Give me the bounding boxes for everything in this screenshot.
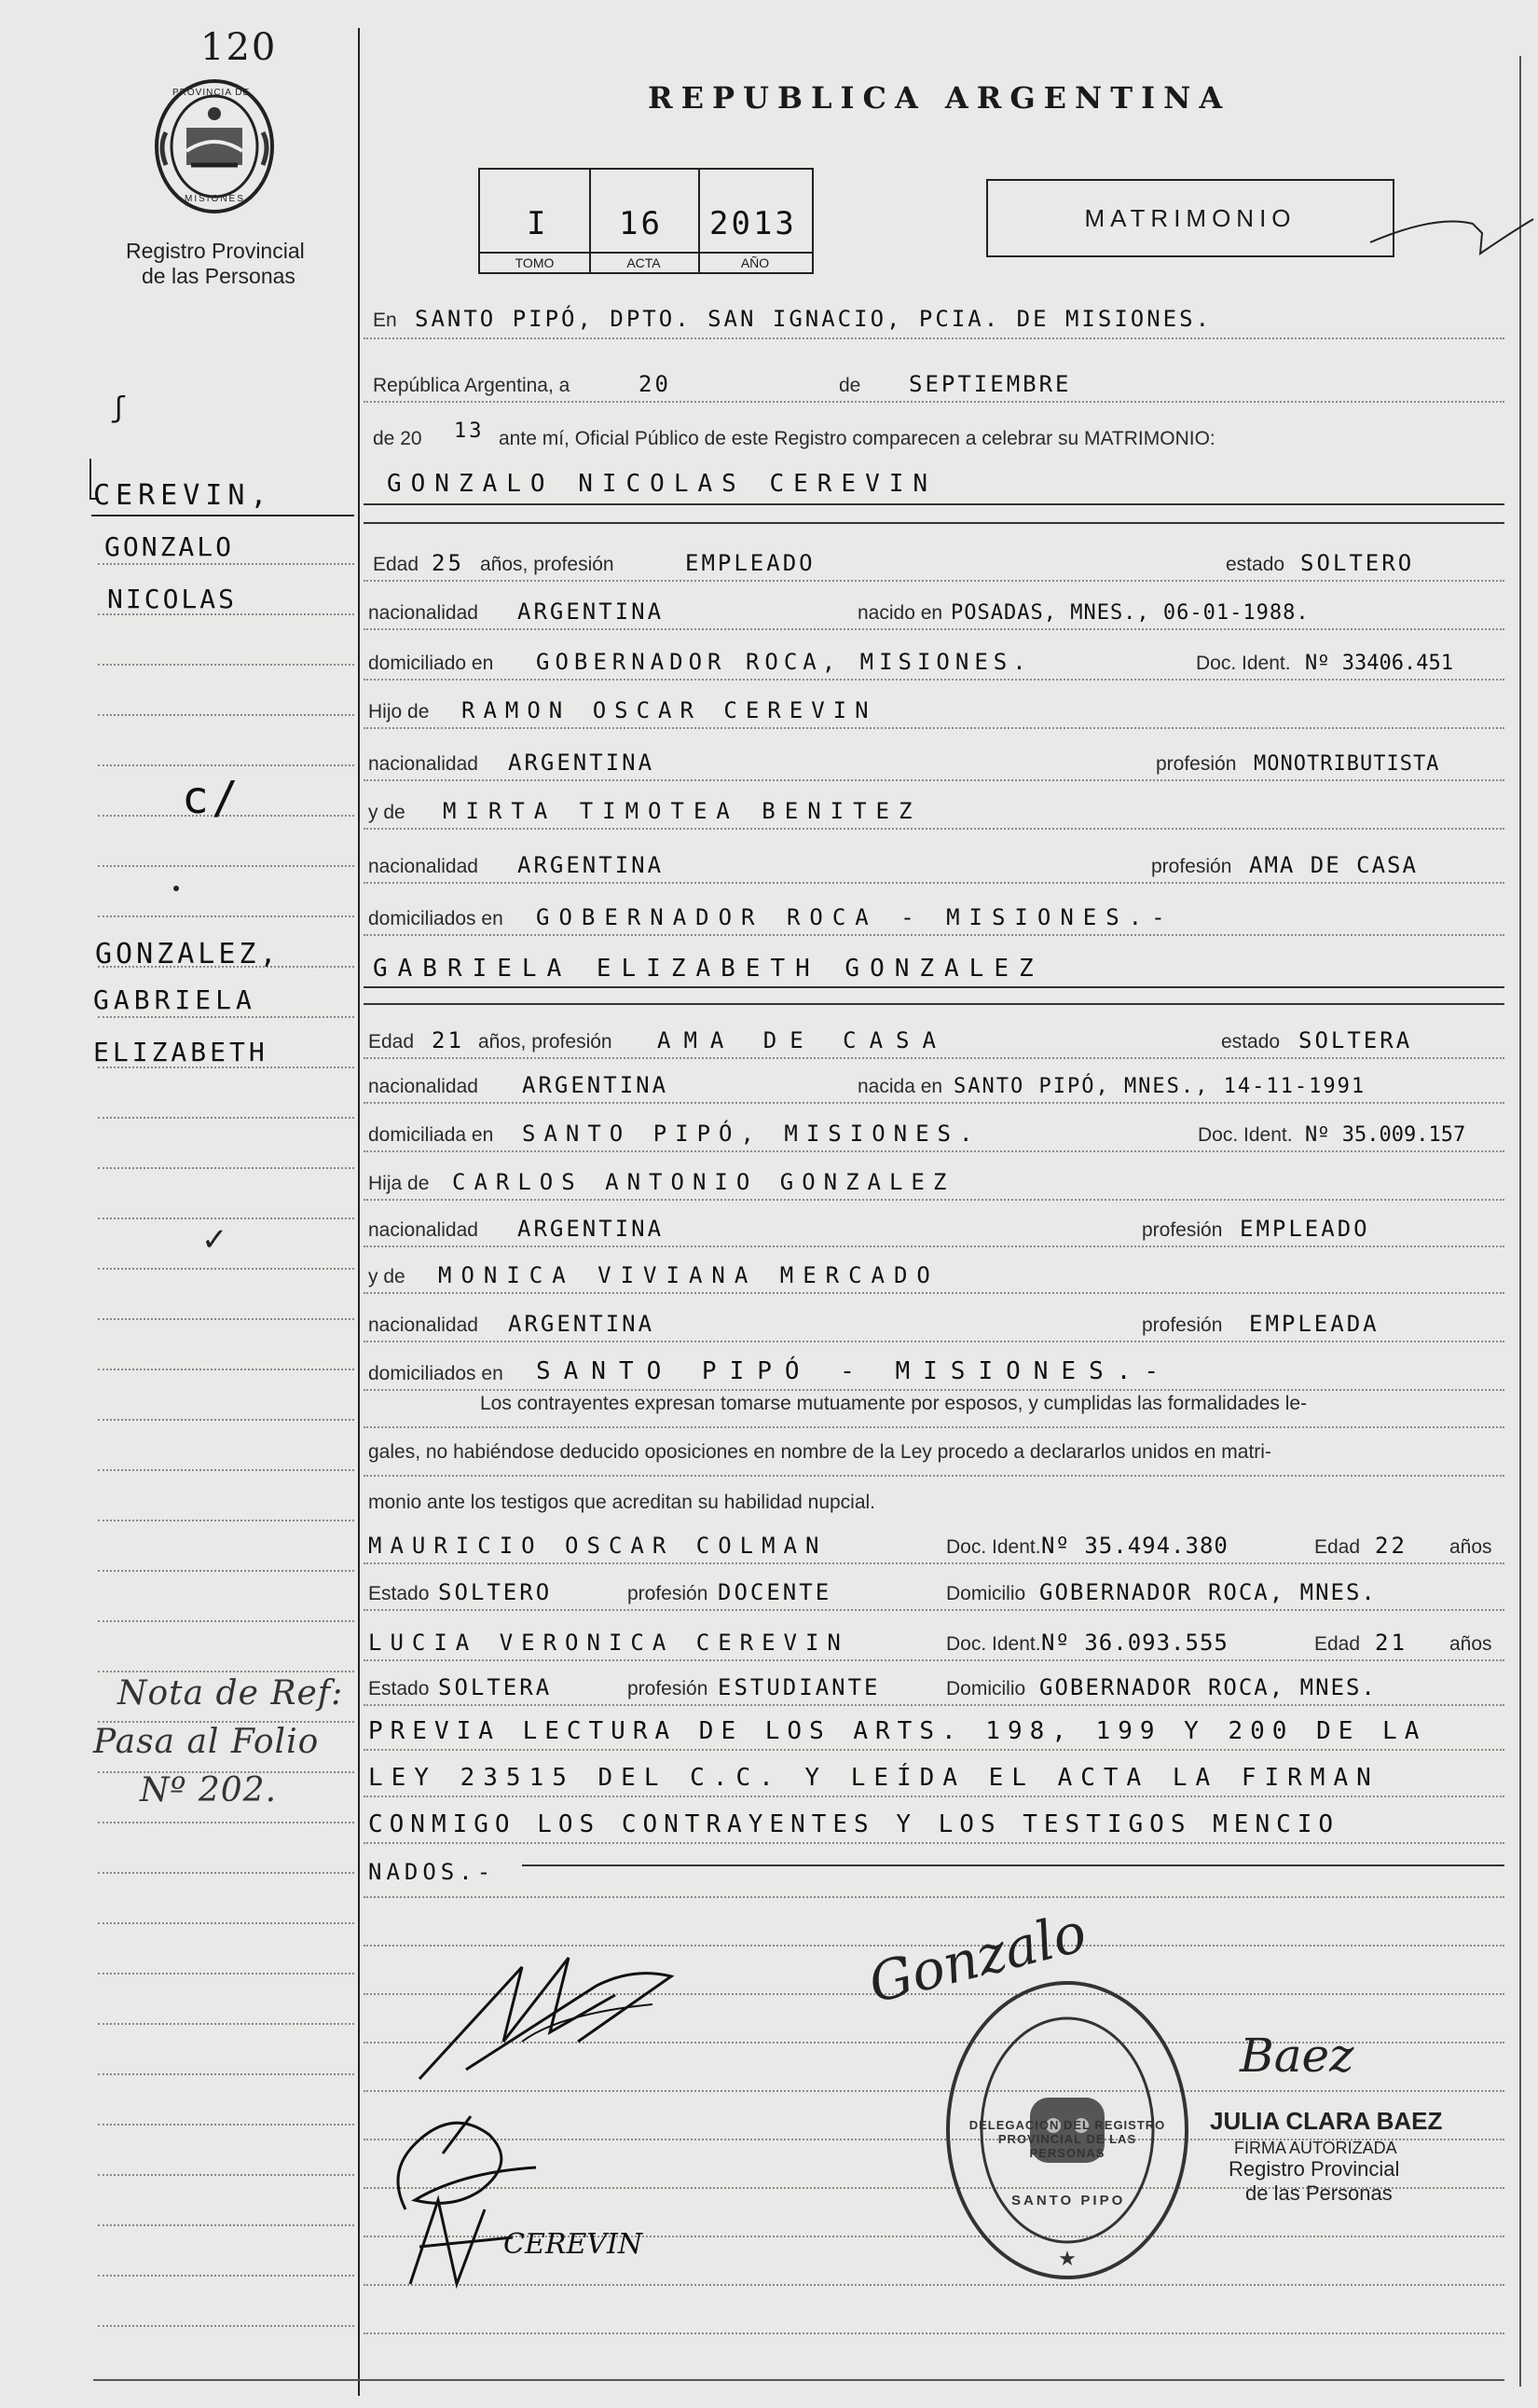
line [364, 1389, 1504, 1391]
margin-line [98, 1520, 354, 1521]
anio-value: 2013 [709, 205, 797, 242]
groom-mother-profession: AMA DE CASA [1249, 852, 1418, 878]
bride-mother-nationality: ARGENTINA [508, 1311, 655, 1337]
bride-nationality: ARGENTINA [522, 1072, 669, 1098]
row-bride-parents-address [368, 1350, 1504, 1391]
tomo-label: TOMO [480, 252, 589, 272]
row-witness1-details [368, 1570, 1504, 1611]
hija-label: Hija de [368, 1173, 430, 1194]
line [364, 679, 1504, 681]
margin-line [98, 2224, 354, 2226]
margin-divider [358, 28, 360, 2396]
witness2-doc: Nº 36.093.555 [1041, 1630, 1229, 1656]
row-bride-father-nat [368, 1206, 1504, 1247]
crest-bottom-text: MISIONES [185, 194, 245, 204]
seal-bottom-text: SANTO PIPO [1011, 2193, 1126, 2208]
witness2-name: LUCIA VERONICA CEREVIN [368, 1630, 849, 1656]
bride-father-nationality: ARGENTINA [517, 1216, 665, 1242]
witness2-age: 21 [1375, 1630, 1408, 1656]
margin-line [98, 1822, 354, 1823]
parents-dom-label: domiciliados en [368, 1363, 503, 1384]
mother-nat-label: nacionalidad [368, 856, 478, 877]
line [364, 1475, 1504, 1477]
acta-value: 16 [619, 205, 663, 242]
row-bride-name [368, 947, 1504, 988]
line [364, 1292, 1504, 1294]
parents-dom-label: domiciliados en [368, 908, 503, 929]
estado-label: Estado [368, 1583, 430, 1604]
margin-line [98, 1671, 354, 1672]
margin-line [98, 1117, 354, 1119]
hijo-label: Hijo de [368, 701, 430, 722]
signature-groom-scribble [410, 1930, 708, 2098]
margin-note-line2: Pasa al Folio [93, 1723, 320, 1761]
margin-line [98, 563, 354, 565]
row-groom-father [368, 688, 1504, 729]
margin-tick: ʃ [110, 392, 130, 424]
edad-label: Edad [1314, 1536, 1361, 1558]
row-witness2-details [368, 1665, 1504, 1706]
bride-father: CARLOS ANTONIO GONZALEZ [452, 1169, 955, 1195]
row-groom-mother-nat [368, 843, 1504, 884]
father-prof-label: profesión [1156, 753, 1237, 775]
estado-label: estado [1221, 1031, 1281, 1053]
signature-cerevin-text: CEREVIN [503, 2228, 643, 2261]
row-notes-4 [368, 1850, 1504, 1891]
margin-line [98, 1570, 354, 1572]
line [364, 580, 1504, 582]
nacida-label: nacida en [858, 1076, 943, 1097]
witness1-age: 22 [1375, 1533, 1408, 1559]
witness2-address: GOBERNADOR ROCA, MNES. [1039, 1674, 1377, 1700]
estado-label: Estado [368, 1678, 430, 1699]
bride-birth: SANTO PIPÓ, MNES., 14-11-1991 [954, 1075, 1366, 1098]
day-value: 20 [639, 371, 671, 397]
doc-label: Doc. Ident. [1196, 653, 1291, 674]
bride-address: SANTO PIPÓ, MISIONES. [522, 1121, 982, 1147]
place-value: SANTO PIPÓ, DPTO. SAN IGNACIO, PCIA. DE MISIONES. [415, 306, 1213, 332]
witness1-name: MAURICIO OSCAR COLMAN [368, 1533, 828, 1559]
notes-line-4: NADOS.- [368, 1859, 496, 1885]
margin-line [98, 1419, 354, 1421]
row-groom-mother [368, 789, 1504, 830]
line [364, 1199, 1504, 1201]
line [364, 2284, 1504, 2286]
line [364, 779, 1504, 781]
groom-father-profession: MONOTRIBUTISTA [1254, 752, 1440, 776]
nacido-label: nacido en [858, 602, 943, 624]
bride-mother: MONICA VIVIANA MERCADO [438, 1262, 940, 1288]
groom-mother: MIRTA TIMOTEA BENITEZ [443, 798, 922, 824]
margin-line [98, 2174, 354, 2176]
line [364, 1562, 1504, 1564]
margin-line [98, 915, 354, 917]
bride-civil-status: SOLTERA [1298, 1027, 1413, 1053]
line [364, 828, 1504, 830]
official-title-3: de las Personas [1245, 2181, 1393, 2205]
intro-text: ante mí, Oficial Público de este Registro comparecen a celebrar su MATRIMONIO: [499, 428, 1215, 449]
country-title: REPUBLICA ARGENTINA [648, 80, 1231, 116]
divider [364, 522, 1504, 524]
line [364, 1704, 1504, 1706]
doc-label: Doc. Ident. [946, 1633, 1041, 1655]
margin-surname-2: GONZALEZ, [95, 938, 281, 970]
official-title-2: Registro Provincial [1229, 2157, 1400, 2181]
statement-line-1: Los contrayentes expresan tomarse mutuamente por esposos, y cumplidas las formalidades le- [480, 1393, 1308, 1414]
margin-joiner: c/ [182, 772, 241, 824]
row-notes-3 [368, 1803, 1504, 1844]
yde-label: y de [368, 1266, 405, 1287]
bride-full-name: GABRIELA ELIZABETH GONZALEZ [373, 955, 1044, 983]
line [364, 1896, 1504, 1898]
groom-father: RAMON OSCAR CEREVIN [461, 697, 877, 723]
margin-line [98, 613, 354, 615]
tomo-value: I [527, 205, 549, 242]
margin-surname-1: CEREVIN, [93, 479, 273, 512]
margin-divider-1 [91, 515, 354, 516]
line [364, 1659, 1504, 1661]
anos-profesion-label: años, profesión [478, 1031, 612, 1053]
groom-doc: Nº 33406.451 [1305, 652, 1453, 675]
witness2-civil-status: SOLTERA [438, 1674, 553, 1700]
row-witness1-name [368, 1523, 1504, 1564]
margin-line [98, 764, 354, 766]
line [364, 1102, 1504, 1104]
father-prof-label: profesión [1142, 1219, 1223, 1241]
margin-line [98, 714, 354, 716]
en-label: En [373, 310, 397, 331]
row-place [368, 296, 1504, 337]
crest-top-text: PROVINCIA DE [172, 88, 251, 98]
de-label: de [839, 375, 861, 396]
line [364, 401, 1504, 403]
father-nat-label: nacionalidad [368, 753, 478, 775]
acta-label: ACTA [589, 252, 698, 272]
year-prefix: de 20 [373, 428, 422, 449]
official-title-1: FIRMA AUTORIZADA [1234, 2139, 1397, 2157]
dom-label: Domicilio [946, 1583, 1026, 1604]
margin-note-line3: Nº 202. [140, 1771, 278, 1809]
nacionalidad-label: nacionalidad [368, 602, 478, 624]
father-nat-label: nacionalidad [368, 1219, 478, 1241]
row-bride-father [368, 1160, 1504, 1201]
line [364, 727, 1504, 729]
bride-doc: Nº 35.009.157 [1305, 1123, 1466, 1147]
mother-prof-label: profesión [1151, 856, 1232, 877]
doc-label: Doc. Ident. [946, 1536, 1041, 1558]
margin-line [98, 2275, 354, 2277]
bride-age: 21 [432, 1027, 464, 1053]
line [364, 2332, 1504, 2334]
margin-line [98, 2124, 354, 2126]
groom-civil-status: SOLTERO [1300, 550, 1415, 576]
pen-stroke-icon [1361, 196, 1538, 261]
row-year [368, 415, 1504, 456]
line [364, 1842, 1504, 1844]
notes-line-2: LEY 23515 DEL C.C. Y LEÍDA EL ACTA LA FIRMAN [368, 1764, 1380, 1792]
margin-line [98, 2073, 354, 2075]
notes-end-line [522, 1864, 1504, 1866]
row-bride-age [368, 1018, 1504, 1059]
witness1-address: GOBERNADOR ROCA, MNES. [1039, 1579, 1377, 1605]
republica-label: República Argentina, a [373, 375, 570, 396]
margin-line [98, 1973, 354, 1975]
row-date [368, 362, 1504, 403]
line [364, 1245, 1504, 1247]
official-signature: Baez [1240, 2029, 1354, 2083]
margin-line [98, 1922, 354, 1924]
divider [364, 503, 1504, 505]
registry-name-line2: de las Personas [142, 264, 295, 288]
groom-full-name: GONZALO NICOLAS CEREVIN [387, 470, 938, 498]
svg-text:★: ★ [1058, 2248, 1077, 2271]
groom-birth: POSADAS, MNES., 06-01-1988. [951, 601, 1310, 625]
margin-names-1b: NICOLAS [107, 584, 238, 614]
act-type-box [986, 179, 1394, 257]
margin-line [98, 865, 354, 867]
line [364, 934, 1504, 936]
month-value: SEPTIEMBRE [909, 371, 1072, 397]
line [364, 628, 1504, 630]
margin-line [98, 2023, 354, 2025]
bride-father-profession: EMPLEADO [1240, 1216, 1370, 1242]
right-border [1519, 56, 1521, 2387]
row-groom-parents-address [368, 895, 1504, 936]
margin-line [98, 1872, 354, 1874]
prof-label: profesión [627, 1583, 708, 1604]
domicilio-label: domiciliada en [368, 1124, 494, 1146]
margin-names-2a: GABRIELA [93, 984, 256, 1015]
signature-top-name: Gonzalo [862, 1900, 1092, 2016]
margin-names-1a: GONZALO [104, 531, 235, 562]
edad-label: Edad [1314, 1633, 1361, 1655]
margin-line [98, 1469, 354, 1471]
groom-profession: EMPLEADO [685, 550, 816, 576]
groom-nationality: ARGENTINA [517, 599, 665, 625]
anos-profesion-label: años, profesión [480, 554, 614, 575]
row-groom-age [368, 541, 1504, 582]
line [364, 1150, 1504, 1152]
row-witness2-name [368, 1620, 1504, 1661]
row-bride-mother [368, 1253, 1504, 1294]
estado-label: estado [1226, 554, 1285, 575]
anos-label: años [1449, 1633, 1492, 1655]
margin-line [98, 1268, 354, 1270]
line [364, 1796, 1504, 1797]
row-groom-address [368, 640, 1504, 681]
row-bride-mother-nat [368, 1301, 1504, 1342]
page-number: 120 [200, 26, 278, 69]
margin-line [98, 1318, 354, 1320]
mother-prof-label: profesión [1142, 1314, 1223, 1336]
act-type: MATRIMONIO [1084, 204, 1297, 232]
margin-line [98, 1167, 354, 1169]
anio-label: AÑO [698, 252, 812, 272]
margin-line [98, 1369, 354, 1370]
bride-parents-address: SANTO PIPÓ - MISIONES.- [536, 1357, 1173, 1385]
margin-line [98, 664, 354, 666]
bottom-rule [93, 2379, 1504, 2381]
row-notes-2 [368, 1756, 1504, 1797]
witness1-civil-status: SOLTERO [438, 1579, 553, 1605]
row-bride-address [368, 1111, 1504, 1152]
groom-mother-nationality: ARGENTINA [517, 852, 665, 878]
line [364, 1341, 1504, 1342]
bride-mother-profession: EMPLEADA [1249, 1311, 1380, 1337]
seal-ring-text: DELEGACION DEL REGISTRO PROVINCIAL DE LAS PERSONAS [968, 2118, 1166, 2160]
registry-name-line1: Registro Provincial [126, 239, 305, 263]
statement-line-3: monio ante los testigos que acreditan su habilidad nupcial. [368, 1492, 876, 1513]
line [364, 337, 1504, 339]
yde-label: y de [368, 802, 405, 823]
groom-parents-address: GOBERNADOR ROCA - MISIONES.- [536, 904, 1174, 930]
margin-note-line1: Nota de Ref: [117, 1674, 344, 1713]
bride-profession: AMA DE CASA [657, 1027, 949, 1053]
line [364, 1426, 1504, 1428]
divider [364, 986, 1504, 988]
row-groom-nationality [368, 589, 1504, 630]
witness1-doc: Nº 35.494.380 [1041, 1533, 1229, 1559]
mother-nat-label: nacionalidad [368, 1314, 478, 1336]
line [364, 1057, 1504, 1059]
row-groom-name [368, 462, 1504, 503]
notes-line-3: CONMIGO LOS CONTRAYENTES Y LOS TESTIGOS MENCIO [368, 1810, 1340, 1838]
record-box [478, 168, 814, 274]
line [364, 1749, 1504, 1751]
anos-label: años [1449, 1536, 1492, 1558]
witness1-profession: DOCENTE [718, 1579, 832, 1605]
line [364, 882, 1504, 884]
margin-line [98, 1218, 354, 1219]
dom-label: Domicilio [946, 1678, 1026, 1699]
line [364, 1609, 1504, 1611]
margin-line [98, 1620, 354, 1622]
margin-names-2b: ELIZABETH [93, 1037, 268, 1067]
edad-label: Edad [373, 554, 419, 575]
prof-label: profesión [627, 1678, 708, 1699]
margin-line [98, 1016, 354, 1018]
row-bride-nationality [368, 1063, 1504, 1104]
doc-label: Doc. Ident. [1198, 1124, 1293, 1146]
groom-address: GOBERNADOR ROCA, MISIONES. [536, 649, 1032, 675]
nacionalidad-label: nacionalidad [368, 1076, 478, 1097]
row-notes-1 [368, 1710, 1504, 1751]
groom-age: 25 [432, 550, 464, 576]
row-groom-father-nat [368, 740, 1504, 781]
year-suffix: 13 [454, 420, 485, 443]
margin-dot [173, 886, 179, 891]
domicilio-label: domiciliado en [368, 653, 494, 674]
margin-line [98, 2325, 354, 2327]
margin-check: ✓ [201, 1222, 228, 1258]
edad-label: Edad [368, 1031, 415, 1053]
divider [364, 1003, 1504, 1005]
witness2-profession: ESTUDIANTE [718, 1674, 881, 1700]
groom-father-nationality: ARGENTINA [508, 750, 655, 776]
official-name: JULIA CLARA BAEZ [1210, 2107, 1443, 2135]
notes-line-1: PREVIA LECTURA DE LOS ARTS. 198, 199 Y 200 DE LA [368, 1717, 1427, 1745]
statement-line-2: gales, no habiéndose deducido oposiciones en nombre de la Ley procedo a declararlos unidos en matri- [368, 1441, 1271, 1463]
